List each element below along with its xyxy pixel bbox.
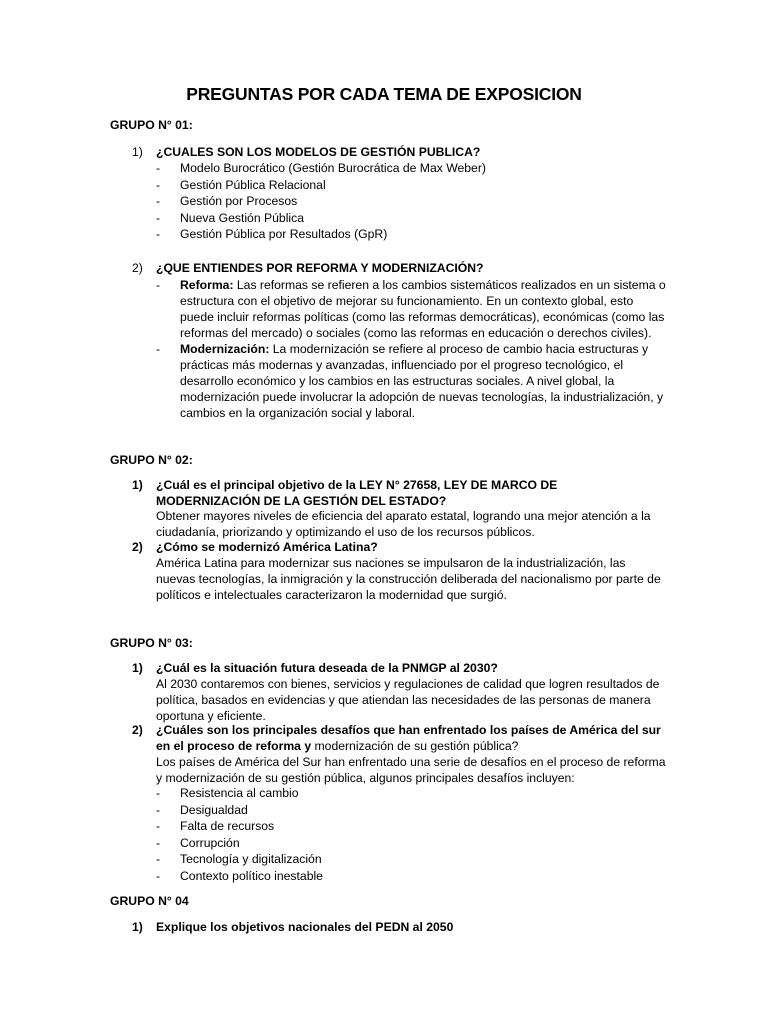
dash-bullet: -: [156, 342, 161, 356]
dash-bullet: -: [156, 802, 161, 817]
answer-text: Obtener mayores niveles de eficiencia del aparato estatal, logrando una mejor atención a la ciudadanía, priorizando y optimizando el uso de los recursos públicos.: [156, 509, 651, 539]
group-03-question-1: [132, 660, 662, 676]
question-number: 1): [132, 478, 143, 492]
dash-bullet: -: [156, 868, 161, 883]
definition: Las reformas se refieren a los cambios sistemáticos realizados en un sistema o estructura con el objetivo de mejorar su funcionamiento. En un contexto global, esto puede incluir reformas políticas (como las reformas democráticas), económicas (como las reformas del mercado) o sociales (como las reformas en educación o derechos civiles).: [180, 278, 666, 340]
list-item: - Resistencia al cambio: [156, 786, 299, 800]
question-number: 1): [132, 920, 143, 934]
question-number: 1): [132, 661, 143, 675]
answer-text: América Latina para modernizar sus naciones se impulsaron de la industrialización, las nuevas tecnologías, la inmigración y la construcción deliberada del nacionalismo por parte de políticos e intelectuales caracterizaron la modernidad que surgió.: [156, 556, 661, 602]
page-title: PREGUNTAS POR CADA TEMA DE EXPOSICION: [186, 84, 582, 104]
dash-bullet: -: [156, 852, 161, 867]
group-02-question-1: [132, 477, 662, 509]
dash-bullet: -: [156, 819, 161, 834]
question-text: ¿QUE ENTIENDES POR REFORMA Y MODERNIZACIÓN?: [156, 261, 484, 275]
list-item: [156, 277, 666, 341]
list-item: - Tecnología y digitalización: [156, 852, 322, 867]
group-03-question-2: [132, 722, 662, 754]
challenges-list: [156, 785, 656, 885]
group-01-question-2: [132, 260, 662, 276]
management-models-list: [156, 160, 656, 243]
group-04-heading: GRUPO N° 04: [110, 894, 189, 908]
list-item: - Corrupción: [156, 835, 240, 850]
list-item: - Gestión por Procesos: [156, 194, 298, 209]
answer-text: Al 2030 contaremos con bienes, servicios y regulaciones de calidad que logren resultados de política, basados en evidencias y que atiendan las necesidades de las personas de manera oportuna y eficiente.: [156, 677, 660, 723]
dash-bullet: -: [156, 177, 161, 192]
dash-bullet: -: [156, 835, 161, 850]
term: Modernización:: [180, 342, 270, 356]
list-item: [156, 341, 666, 421]
group-01-question-1: [132, 144, 662, 160]
dash-bullet: -: [156, 210, 161, 225]
question-text: ¿CUALES SON LOS MODELOS DE GESTIÓN PUBLICA?: [156, 145, 481, 159]
group-01-heading: GRUPO N° 01:: [110, 118, 193, 132]
dash-bullet: -: [156, 786, 161, 800]
answer-text: Los países de América del Sur han enfrentado una serie de desafíos en el proceso de reforma y modernización de su gestión pública, algunos principales desafíos incluyen:: [156, 755, 666, 785]
term: Reforma:: [180, 278, 234, 292]
definition: La modernización se refiere al proceso de cambio hacia estructuras y prácticas más modernas y avanzadas, influenciado por el progreso tecnológico, el desarrollo económico y los cambios en las estructuras sociales. A nivel global, la modernización puede involucrar la adopción de nuevas tecnologías, la industrialización, y cambios en la organización social y laboral.: [180, 342, 664, 420]
question-text: ¿Cómo se modernizó América Latina?: [156, 540, 378, 554]
dash-bullet: -: [156, 161, 161, 175]
reform-definitions-list: [156, 277, 666, 421]
dash-bullet: -: [156, 227, 161, 242]
list-item: - Falta de recursos: [156, 819, 275, 834]
question-text: Explique los objetivos nacionales del PEDN al 2050: [156, 920, 454, 934]
list-item: - Gestión Pública por Resultados (GpR): [156, 227, 388, 242]
question-number: 1): [132, 145, 143, 159]
question-text: ¿Cuáles son los principales desafíos que han enfrentado los países de América del sur en el proceso de reforma y modernización de su gestión pública?: [156, 723, 661, 753]
list-item: - Nueva Gestión Pública: [156, 210, 304, 225]
group-02-heading: GRUPO N° 02:: [110, 453, 193, 467]
dash-bullet: -: [156, 194, 161, 209]
question-number: 2): [132, 723, 143, 737]
list-item: - Gestión Pública Relacional: [156, 177, 326, 192]
group-02-question-2: [132, 539, 662, 555]
question-text: ¿Cuál es el principal objetivo de la LEY N° 27658, LEY DE MARCO DE MODERNIZACIÓN DE LA GESTIÓN DEL ESTADO?: [156, 478, 558, 508]
question-number: 2): [132, 261, 143, 275]
group-04-question-1: [132, 919, 662, 935]
list-item: - Modelo Burocrático (Gestión Burocrática de Max Weber): [156, 161, 486, 175]
question-text: ¿Cuál es la situación futura deseada de la PNMGP al 2030?: [156, 661, 498, 675]
question-number: 2): [132, 540, 143, 554]
dash-bullet: -: [156, 278, 161, 292]
list-item: - Contexto político inestable: [156, 868, 323, 883]
list-item: - Desigualdad: [156, 802, 248, 817]
group-03-heading: GRUPO N° 03:: [110, 636, 193, 650]
